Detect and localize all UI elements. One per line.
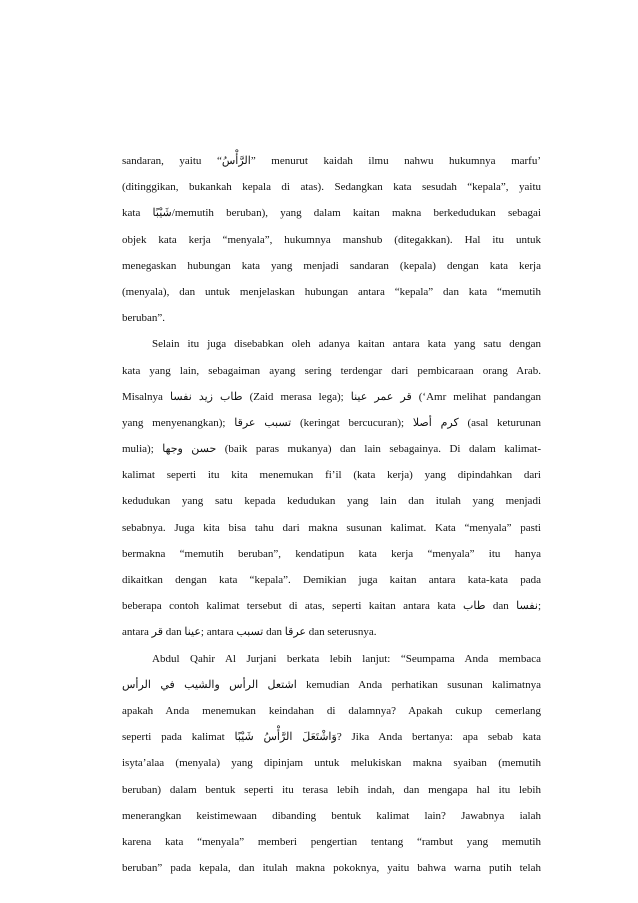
body-text (122, 148, 541, 881)
text-line: (menyala), dan untuk menjelaskan hubungan antara “kepala” dan kata “memutih (122, 285, 541, 298)
text-line: beruban) dalam bentuk seperti itu terasa lebih indah, dan mengapa hal itu lebih (122, 783, 541, 796)
text-line: yang menyenangkan); تسبب عرقا (keringat bercucuran); كرم أصلا (asal keturunan (122, 416, 542, 429)
text-line: kata yang lain, sebagaiman ayang sering terdengar dari pembicaraan orang Arab. (122, 364, 541, 377)
text-line: seperti pada kalimat وَاشْتَعَلَ الرَّأْسُ شَيْبًا? Jika Anda bertanya: apa sebab kata (122, 731, 542, 744)
text-line: dikaitkan dengan kata “kepala”. Demikian juga kaitan antara kata-kata pada (122, 574, 541, 586)
text-line: sebabnya. Juga kita bisa tahu dari makna susunan kalimat. Kata “menyala” pasti (122, 521, 541, 534)
text-line: Abdul Qahir Al Jurjani berkata lebih lanjut: “Seumpama Anda membaca (152, 652, 541, 665)
text-line: sandaran, yaitu “الرَّأْسُ” menurut kaidah ilmu nahwu hukumnya marfu’ (122, 155, 541, 167)
text-line: menegaskan hubungan kata yang menjadi sandaran (kepala) dengan kata kerja (122, 259, 541, 272)
text-line: beruban”. (122, 312, 166, 325)
text-line: (ditinggikan, bukankah kepala di atas). Sedangkan kata sesudah “kepala”, yaitu (122, 181, 541, 194)
text-line: beberapa contoh kalimat tersebut di atas, seperti kaitan antara kata طاب dan نفسا; (122, 600, 541, 613)
text-line: Selain itu juga disebabkan oleh adanya kaitan antara kata yang satu dengan (152, 338, 541, 351)
text-line: beruban” pada kepala, dan itulah makna pokoknya, yaitu bahwa warna putih telah (122, 862, 541, 875)
text-line: bermakna “memutih beruban”, kendatipun kata kerja “menyala” itu hanya (122, 547, 541, 560)
text-line: antara قر dan عينا; antara تسبب dan عرقا dan seterusnya. (122, 626, 377, 639)
text-line: Misalnya طاب زيد نفسا (Zaid merasa lega); قر عمر عينا (‘Amr melihat pandangan (122, 390, 541, 403)
text-line: اشتعل الرأس والشيب في الرأس kemudian Anda perhatikan susunan kalimatnya (122, 678, 542, 691)
text-line: kata شَيْبًا/memutih beruban), yang dalam kaitan makna berkedudukan sebagai (122, 207, 541, 220)
text-line: kedudukan yang satu kepada kedudukan yang lain dan itulah yang menjadi (122, 495, 541, 508)
text-line: menerangkan keistimewaan dibanding bentuk kalimat lain? Jawabnya ialah (122, 809, 541, 822)
text-line: kalimat seperti itu kita menemukan fi’il (kata kerja) yang dipindahkan dari (122, 469, 541, 482)
text-line: apakah Anda menemukan keindahan di dalamnya? Apakah cukup cemerlang (122, 704, 541, 717)
text-line: isyta’alaa (menyala) yang dipinjam untuk melukiskan makna syaiban (memutih (122, 757, 541, 770)
text-line: objek kata kerja “menyala”, hukumnya manshub (ditegakkan). Hal itu untuk (122, 233, 541, 246)
text-line: mulia); حسن وجها (baik paras mukanya) dan lain sebagainya. Di dalam kalimat- (122, 443, 541, 456)
text-line: karena kata “menyala” memberi pengertian tentang “rambut yang memutih (122, 835, 541, 848)
